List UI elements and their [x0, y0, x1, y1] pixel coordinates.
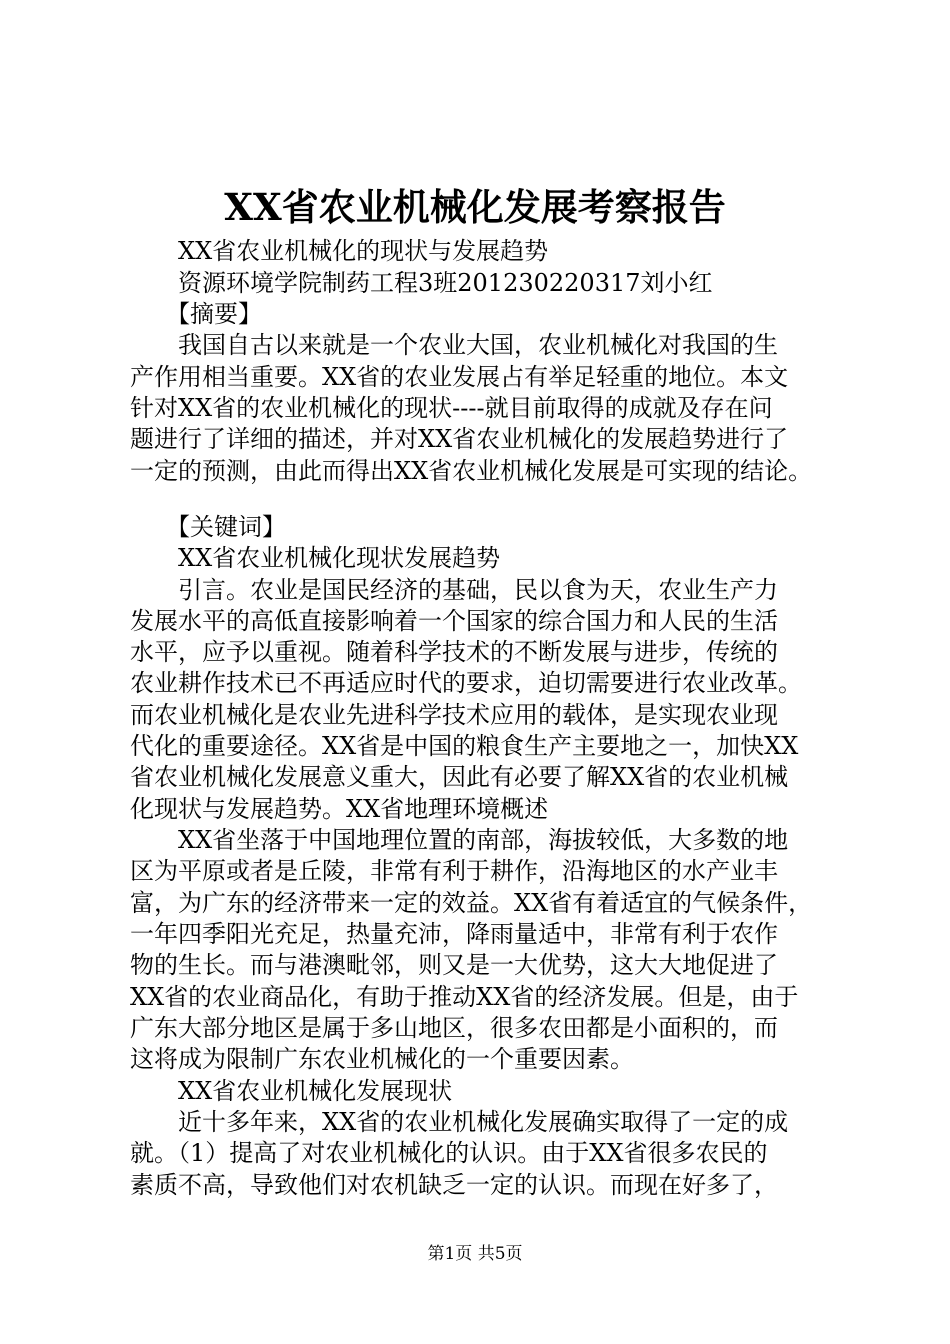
- text-line: 富，为广东的经济带来一定的效益。XX省有着适宜的气候条件，: [130, 889, 813, 917]
- text-line: 物的生长。而与港澳毗邻，则又是一大优势，这大大地促进了: [130, 951, 778, 979]
- abstract-heading: 【摘要】: [166, 300, 262, 328]
- text-line: 产作用相当重要。XX省的农业发展占有举足轻重的地位。本文: [130, 363, 789, 391]
- text-line: 这将成为限制广东农业机械化的一个重要因素。: [130, 1045, 634, 1073]
- document-title: XX省农业机械化发展考察报告: [224, 185, 726, 229]
- keywords-heading: 【关键词】: [166, 513, 286, 541]
- text-line: 区为平原或者是丘陵，非常有利于耕作，沿海地区的水产业丰: [130, 857, 778, 885]
- text-line: 针对XX省的农业机械化的现状----就目前取得的成就及存在问: [130, 394, 773, 422]
- subtitle-line: XX省农业机械化的现状与发展趋势: [178, 237, 549, 265]
- text-line: 发展水平的高低直接影响着一个国家的综合国力和人民的生活: [130, 607, 778, 635]
- text-line: 一定的预测，由此而得出XX省农业机械化发展是可实现的结论。: [130, 457, 813, 485]
- author-line: 资源环境学院制药工程3班201230220317刘小红: [178, 269, 713, 297]
- text-line: 水平，应予以重视。随着科学技术的不断发展与进步，传统的: [130, 638, 778, 666]
- text-line: 代化的重要途径。XX省是中国的粮食生产主要地之一，加快XX: [130, 732, 799, 760]
- text-line: 广东大部分地区是属于多山地区，很多农田都是小面积的，而: [130, 1014, 778, 1042]
- text-line: 引言。农业是国民经济的基础，民以食为天，农业生产力: [178, 576, 778, 604]
- text-line: 而农业机械化是农业先进科学技术应用的载体，是实现农业现: [130, 701, 778, 729]
- section-heading: XX省农业机械化发展现状: [178, 1077, 453, 1105]
- text-line: 题进行了详细的描述，并对XX省农业机械化的发展趋势进行了: [130, 425, 789, 453]
- text-line: 农业耕作技术已不再适应时代的要求，迫切需要进行农业改革。: [130, 669, 802, 697]
- text-line: 一年四季阳光充足，热量充沛，降雨量适中，非常有利于农作: [130, 920, 778, 948]
- text-line: XX省坐落于中国地理位置的南部，海拔较低，大多数的地: [178, 826, 789, 854]
- page-footer: 第1页 共5页: [427, 1244, 523, 1264]
- text-line: 省农业机械化发展意义重大，因此有必要了解XX省的农业机械: [130, 763, 789, 791]
- text-line: 我国自古以来就是一个农业大国，农业机械化对我国的生: [178, 331, 778, 359]
- text-line: XX省的农业商品化，有助于推动XX省的经济发展。但是，由于: [130, 983, 799, 1011]
- text-line: 化现状与发展趋势。XX省地理环境概述: [130, 795, 549, 823]
- text-line: 近十多年来，XX省的农业机械化发展确实取得了一定的成: [178, 1108, 789, 1136]
- text-line: 素质不高，导致他们对农机缺乏一定的认识。而现在好多了，: [130, 1171, 778, 1199]
- text-line: 就。（1）提高了对农业机械化的认识。由于XX省很多农民的: [130, 1139, 768, 1167]
- keywords-line: XX省农业机械化现状发展趋势: [178, 544, 501, 572]
